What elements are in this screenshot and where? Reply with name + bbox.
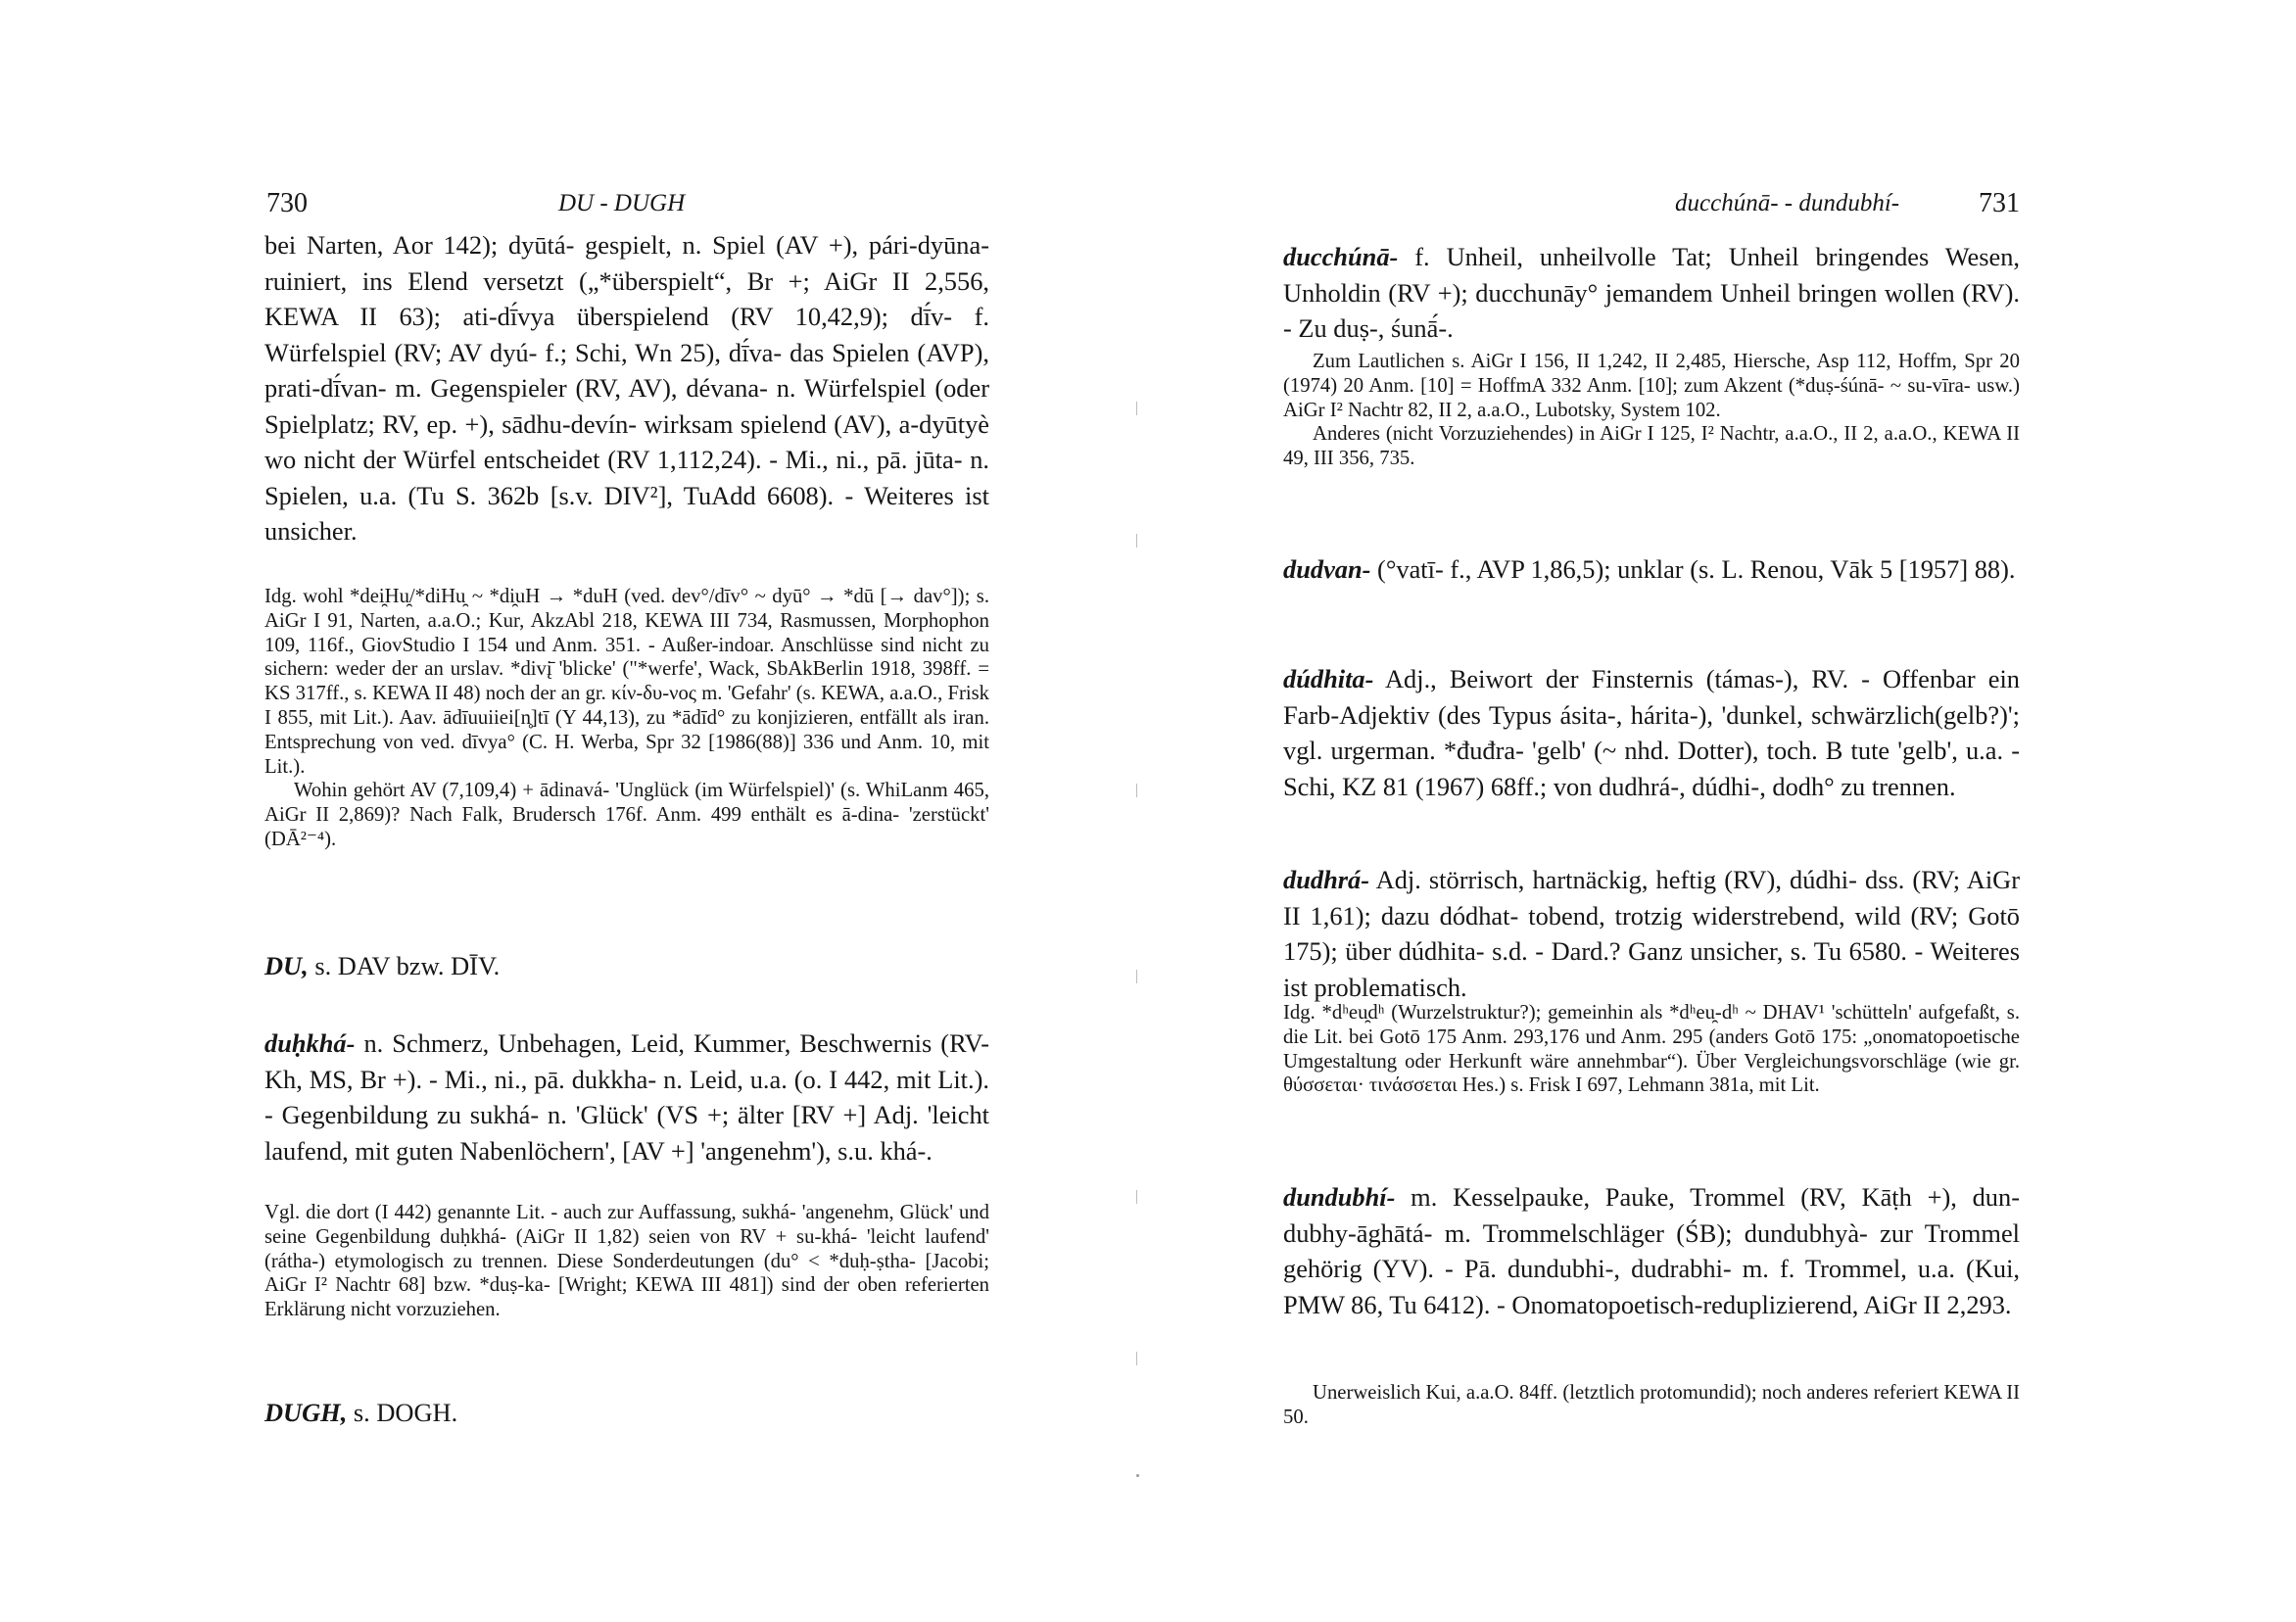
ducchuna-notes (1283, 350, 2020, 471)
entry-text: Adj. störrisch, hartnäckig, heftig (RV), dúdhi- dss. (RV; AiGr II 1,61); dazu dódhat- tobend, trotzig widerstrebend, wild (RV; Gotō 175); über dúdhita- s.d. - Dard.? Ganz unsicher, s. Tu 6580. - Weiteres ist problematisch. (1283, 865, 2020, 1002)
page-number: 731 (1979, 188, 2020, 218)
entry-text: s. DAV bzw. DĪV. (308, 951, 501, 980)
duhkha-note (264, 1201, 989, 1322)
note-paragraph: Unerweislich Kui, a.a.O. 84ff. (letztlich protomundid); noch anderes referiert KEWA II 50. (1283, 1382, 2020, 1428)
note-paragraph: Vgl. die dort (I 442) genannte Lit. - auch zur Auffassung, sukhá- 'angenehm, Glück' und seine Gegenbildung duḥkhá- (AiGr II 1,82) seien von RV + su-khá- 'leicht laufend' (rátha-) etymologisch zu trennen. Diese Sonderdeutungen (du° < *duḥ-ṣtha- [Jacobi; AiGr I² Nachtr 68] bzw. *duṣ-ka- [Wright; KEWA III 481]) sind der oben referierten Erklärung nicht vorzuziehen. (264, 1202, 989, 1321)
headword: DUGH, (264, 1398, 348, 1427)
ducchuna-entry (1283, 239, 2020, 347)
fold-mark (1136, 534, 1137, 548)
dudvan-entry (1283, 551, 2020, 588)
left-page-header (264, 188, 989, 221)
xref-dugh-entry (264, 1395, 989, 1431)
entry-text: bei Narten, Aor 142); dyūtá- gespielt, n. Spiel (AV +), pári-dyūna- ruiniert, ins Elend versetzt („*überspielt“, Br +; AiGr II 2,556, KEWA II 63); ati-dī́vya überspielend (RV 10,42,9); dī́v- f. Würfelspiel (RV; AV dyú- f.; Schi, Wn 25), dī́va- das Spielen (AVP), prati-dī́van- m. Gegenspieler (RV, AV), dévana- n. Würfelspiel (oder Spielplatz; RV, ep. +), sādhu-devín- wirksam spielend (AV), a-dyūtyè wo nicht der Würfel entscheidet (RV 1,112,24). - Mi., ni., pā. jūta- n. Spielen, u.a. (Tu S. 362b [s.v. DIV²], TuAdd 6608). - Weiteres ist unsicher. (264, 230, 989, 546)
headword: dudvan- (1283, 554, 1371, 584)
entry-text: (°vatī- f., AVP 1,86,5); unklar (s. L. Renou, Vāk 5 [1957] 88). (1370, 554, 2016, 584)
fold-mark (1136, 1190, 1137, 1204)
speck (1136, 1474, 1139, 1477)
note-paragraph: Wohin gehört AV (7,109,4) + ādinavá- 'Unglück (im Würfelspiel)' (s. WhiLanm 465, AiGr II 2,869)? Nach Falk, Brudersch 176f. Anm. 499 enthält es ā-dina- 'zerstückt' (DĀ²⁻⁴). (264, 780, 989, 850)
entry-text: f. Unheil, unheilvolle Tat; Unheil bringendes Wesen, Unholdin (RV +); ducchunāy° jemandem Unheil bringen wollen (RV). - Zu duṣ-, śunā́-. (1283, 242, 2020, 343)
note-paragraph: Anderes (nicht Vorzuziehendes) in AiGr I 125, I² Nachtr, a.a.O., II 2, a.a.O., KEWA II 49, III 356, 735. (1283, 423, 2020, 470)
xref-du-entry (264, 948, 989, 984)
fold-mark (1136, 784, 1137, 797)
dundubhi-entry (1283, 1179, 2020, 1322)
headword: dundubhí- (1283, 1182, 1396, 1212)
page-number: 730 (266, 188, 308, 218)
fold-mark (1136, 402, 1137, 415)
note-paragraph: Idg. *dʰeu̯dʰ (Wurzelstruktur?); gemeinhin als *dʰeu̯-dʰ ~ DHAV¹ 'schütteln' aufgefaßt, s. die Lit. bei Gotō 175 Anm. 293,176 und Anm. 295 (anders Gotō 175: „onomatopoetische Umgestaltung oder Herkunft wäre annehmbar“). Über Vergleichungsvorschläge (wie gr. θύσσεται· τινάσσεται Hes.) s. Frisk I 697, Lehmann 381a, mit Lit. (1283, 1002, 2020, 1097)
entry-text: m. Kesselpauke, Pauke, Trommel (RV, Kāṭh +), dun-dubhy-āghātá- m. Trommelschläger (ŚB); dundubhyà- zur Trommel gehörig (YV). - Pā. dundubhi-, dudrabhi- m. f. Trommel, u.a. (Kui, PMW 86, Tu 6412). - Onomatopoetisch-reduplizierend, AiGr II 2,293. (1283, 1182, 2020, 1319)
dudhra-entry (1283, 862, 2020, 1005)
entry-text: Adj., Beiwort der Finsternis (támas-), RV. - Offenbar ein Farb-Adjektiv (des Typus ásita-, hárita-), 'dunkel, schwärzlich(gelb?)'; vgl. urgerman. *đuđra- 'gelb' (~ nhd. Dotter), toch. B tute 'gelb', u.a. - Schi, KZ 81 (1967) 68ff.; von dudhrá-, dúdhi-, dodh° zu trennen. (1283, 664, 2020, 801)
entry-text: n. Schmerz, Unbehagen, Leid, Kummer, Beschwernis (RV-Kh, MS, Br +). - Mi., ni., pā. dukkha- n. Leid, u.a. (o. I 442, mit Lit.). - Gegenbildung zu sukhá- n. 'Glück' (VS +; älter [RV +] Adj. 'leicht laufend, mit guten Nabenlöchern', [AV +] 'angenehm'), s.u. khá-. (264, 1028, 989, 1166)
right-page (1283, 0, 2020, 1622)
dudhra-note (1283, 1001, 2020, 1098)
headword: dudhrá- (1283, 865, 1369, 894)
fold-mark (1136, 1352, 1137, 1365)
headword: duḥkhá- (264, 1028, 356, 1058)
running-head: ducchúnā- - dundubhí- (1675, 190, 1900, 216)
fold-mark (1136, 970, 1137, 983)
left-page (264, 0, 989, 1622)
duhkha-entry (264, 1026, 989, 1169)
continuation-notes (264, 585, 989, 852)
right-page-header (1283, 188, 2020, 221)
note-paragraph: Idg. wohl *dei̯Hu̯/*diHu̯ ~ *di̯uH → *duH (ved. dev°/dīv° ~ dyū° → *dū [→ dav°]); s. AiGr I 91, Narten, a.a.O.; Kur, AkzAbl 218, KEWA III 734, Rasmussen, Morphophon 109, 116f., GiovStudio I 154 und Anm. 351. - Außer-indoar. Anschlüsse sind nicht zu sichern: weder der an urslav. *divį̄ 'blicke' ("*werfe', Wack, SbAkBerlin 1918, 398ff. = KS 317ff., s. KEWA II 48) noch der an gr. κίν-δυ-νος m. 'Gefahr' (s. KEWA, a.a.O., Frisk I 855, mit Lit.). Aav. ādīuuiiei[n̥]tī (Y 44,13), zu *ādīd° zu konjizieren, entfällt als iran. Entsprechung von ved. dīvya° (C. H. Werba, Spr 32 [1986(88)] 336 und Anm. 10, mit Lit.). (264, 586, 989, 778)
dudhita-entry (1283, 661, 2020, 804)
continuation-entry (264, 227, 989, 549)
note-paragraph: Zum Lautlichen s. AiGr I 156, II 1,242, II 2,485, Hiersche, Asp 112, Hoffm, Spr 20 (1974) 20 Anm. [10] = HoffmA 332 Anm. [10]; zum Akzent (*duṣ-śúnā- ~ su-vīra- usw.) AiGr I² Nachtr 82, II 2, a.a.O., Lubotsky, System 102. (1283, 351, 2020, 421)
headword: DU, (264, 951, 309, 980)
headword: ducchúnā- (1283, 242, 1399, 271)
running-head: DU - DUGH (558, 190, 686, 216)
headword: dúdhita- (1283, 664, 1374, 693)
entry-text: s. DOGH. (347, 1398, 458, 1427)
dundubhi-note (1283, 1381, 2020, 1430)
